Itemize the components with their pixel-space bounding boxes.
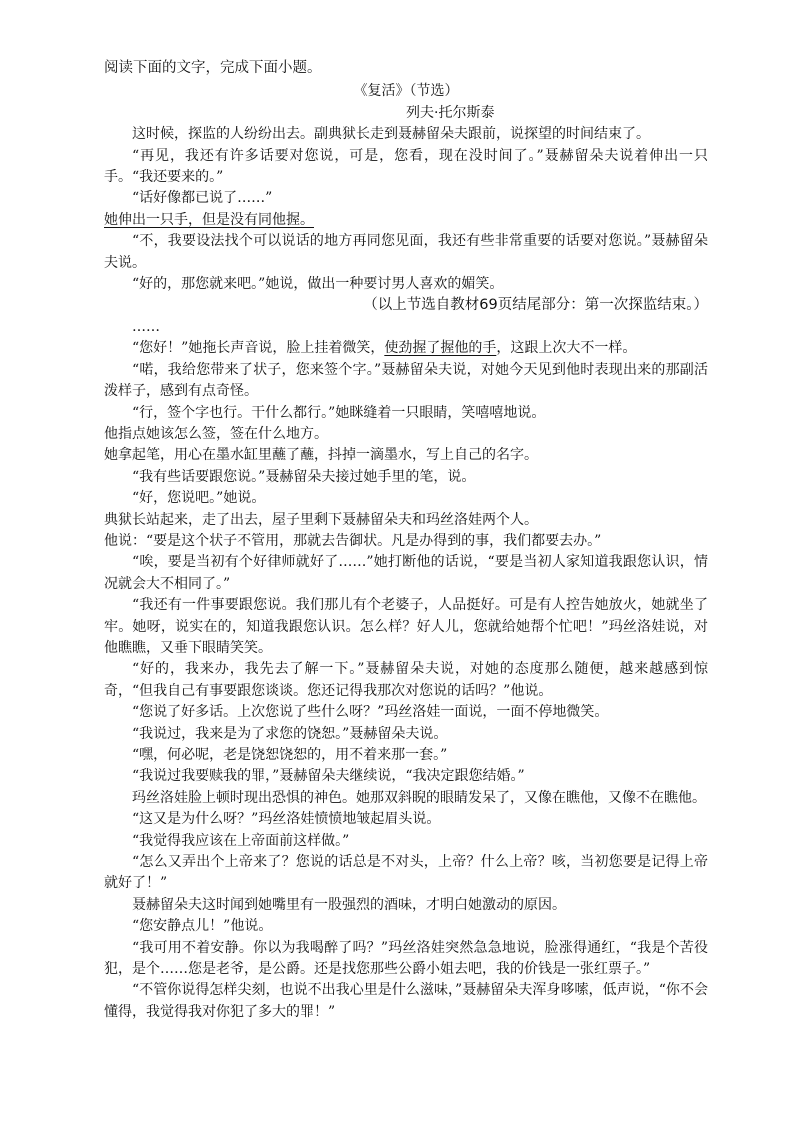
- text-run: “我有些话要跟您说。”聂赫留朵夫接过她手里的笔，说。: [132, 468, 476, 485]
- text-run: 聂赫留朵夫这时闻到她嘴里有一股强烈的酒味，才明白她激动的原因。: [132, 896, 566, 913]
- paragraph: [104, 445, 708, 466]
- text-run: “好的，那您就来吧。”她说，做出一种要讨男人喜欢的媚笑。: [132, 276, 504, 293]
- text-run: “我可用不着安静。你以为我喝醉了吗？”玛丝洛娃突然急急地说，脸涨得通红，“我是个苦役犯，是个……您是老爷，是公爵。还是找您那些公爵小姐去吧，我的价钱是一张红票子。”: [104, 939, 708, 978]
- text-run: “唉，要是当初有个好律师就好了……”她打断他的话说，“要是当初人家知道我跟您认识，情况就会大不相同了。”: [104, 554, 708, 592]
- text-run: ……: [132, 318, 160, 335]
- paragraph: [104, 146, 708, 189]
- paragraph: [104, 724, 708, 745]
- paragraph: [104, 531, 708, 552]
- paragraph: [104, 895, 708, 916]
- paragraph: [104, 338, 708, 359]
- paragraph: [104, 124, 708, 145]
- reading-instruction: 阅读下面的文字，完成下面小题。: [104, 60, 322, 76]
- text-run: “我觉得我应该在上帝面前这样做。”: [132, 832, 350, 849]
- text-run: “我说过，我来是为了求您的饶恕。”聂赫留朵夫说。: [132, 725, 448, 742]
- paragraph: [104, 210, 708, 231]
- text-run: “行，签个字也行。干什么都行。”她眯缝着一只眼睛，笑嘻嘻地说。: [132, 404, 546, 421]
- paragraph: [104, 938, 708, 981]
- source-note: [104, 295, 708, 316]
- paragraph: [104, 980, 708, 1023]
- paragraph: [104, 317, 708, 338]
- text-run: “嘿，何必呢，老是饶恕饶恕的，用不着来那一套。”: [132, 747, 448, 763]
- text-run: （以上节选自教材69页结尾部分：第一次探监结束。）: [363, 297, 708, 314]
- text-run: “您安静点儿！”他说。: [132, 918, 273, 935]
- paragraph: [104, 852, 708, 895]
- text-run: 这时候，探监的人纷纷出去。副典狱长走到聂赫留朵夫跟前，说探望的时间结束了。: [132, 126, 650, 143]
- text-run: ，这跟上次大不一样。: [496, 340, 637, 357]
- underlined-sentence: 她伸出一只手，但是没有同他握。: [104, 211, 314, 228]
- paragraph: [104, 788, 708, 809]
- text-run: “话好像都已说了……”: [132, 190, 273, 207]
- paragraph: [104, 403, 708, 424]
- paragraph: [104, 274, 708, 295]
- paragraph: [104, 510, 708, 531]
- document-body: [104, 58, 708, 1023]
- paragraph: [104, 488, 708, 509]
- paragraph: [104, 659, 708, 702]
- text-run: 典狱长站起来，走了出去，屋子里剩下聂赫留朵夫和玛丝洛娃两个人。: [104, 511, 538, 528]
- text-run: “您好！”她拖长声音说，脸上挂着微笑，: [132, 340, 385, 357]
- text-run: “您说了好多话。上次您说了些什么呀？”玛丝洛娃一面说，一面不停地微笑。: [132, 704, 609, 721]
- paragraph: [104, 745, 708, 766]
- paragraph: [104, 231, 708, 274]
- paragraph: [104, 766, 708, 787]
- article-author: 列夫·托尔斯泰: [406, 104, 495, 121]
- text-run: “再见，我还有许多话要对您说，可是，您看，现在没时间了。”聂赫留朵夫说着伸出一只手。“我还要来的。”: [104, 147, 708, 186]
- paragraph: [104, 188, 708, 209]
- text-run: “好的，我来办，我先去了解一下。”聂赫留朵夫说，对她的态度那么随便，越来越感到惊奇，“但我自己有事要跟您谈谈。您还记得我那次对您说的话吗？”他说。: [104, 661, 708, 699]
- paragraph: [104, 467, 708, 488]
- text-run: “这又是为什么呀？”玛丝洛娃愤愤地皱起眉头说。: [132, 811, 441, 828]
- text-run: 她拿起笔，用心在墨水缸里蘸了蘸，抖掉一滴墨水，写上自己的名字。: [104, 447, 538, 464]
- underlined-sentence: 使劲握了握他的手: [384, 340, 497, 357]
- text-run: “我还有一件事要跟您说。我们那儿有个老婆子，人品挺好。可是有人控告她放火，她就坐了牢。她呀，说实在的，知道我跟您认识。怎么样？好人儿，您就给她帮个忙吧！”玛丝洛娃说，对他瞧瞧，又垂下眼睛笑笑。: [104, 597, 708, 656]
- text-run: “不，我要设法找个可以说话的地方再同您见面，我还有些非常重要的话要对您说。”聂赫留朵夫说。: [104, 233, 708, 271]
- text-run: “喏，我给您带来了状子，您来签个字。”聂赫留朵夫说，对她今天见到他时表现出来的那副活泼样子，感到有点奇怪。: [104, 361, 708, 400]
- text-run: “好，您说吧。”她说。: [132, 490, 266, 507]
- article-title: 《复活》（节选）: [353, 83, 459, 100]
- paragraph: [104, 916, 708, 937]
- text-run: 他说：“要是这个状子不管用，那就去告御状。凡是办得到的事，我们都要去办。”: [104, 532, 602, 549]
- text-run: “怎么又弄出个上帝来了？您说的话总是不对头，上帝？什么上帝？咳，当初您要是记得上帝就好了！”: [104, 854, 708, 892]
- paragraph: [104, 831, 708, 852]
- paragraph: [104, 595, 708, 659]
- paragraph: [104, 424, 708, 445]
- text-run: 玛丝洛娃脸上顿时现出恐惧的神色。她那双斜睨的眼睛发呆了，又像在瞧他，又像不在瞧他。: [132, 789, 706, 806]
- paragraph: [104, 360, 708, 403]
- text-run: 他指点她该怎么签，签在什么地方。: [104, 425, 328, 442]
- article-text: [104, 124, 708, 1023]
- paragraph: [104, 552, 708, 595]
- text-run: “我说过我要赎我的罪，”聂赫留朵夫继续说，“我决定跟您结婚。”: [132, 768, 525, 785]
- text-run: “不管你说得怎样尖刻，也说不出我心里是什么滋味，”聂赫留朵夫浑身哆嗦，低声说，“你不会懂得，我觉得我对你犯了多大的罪！”: [104, 982, 708, 1020]
- paragraph: [104, 809, 708, 830]
- paragraph: [104, 702, 708, 723]
